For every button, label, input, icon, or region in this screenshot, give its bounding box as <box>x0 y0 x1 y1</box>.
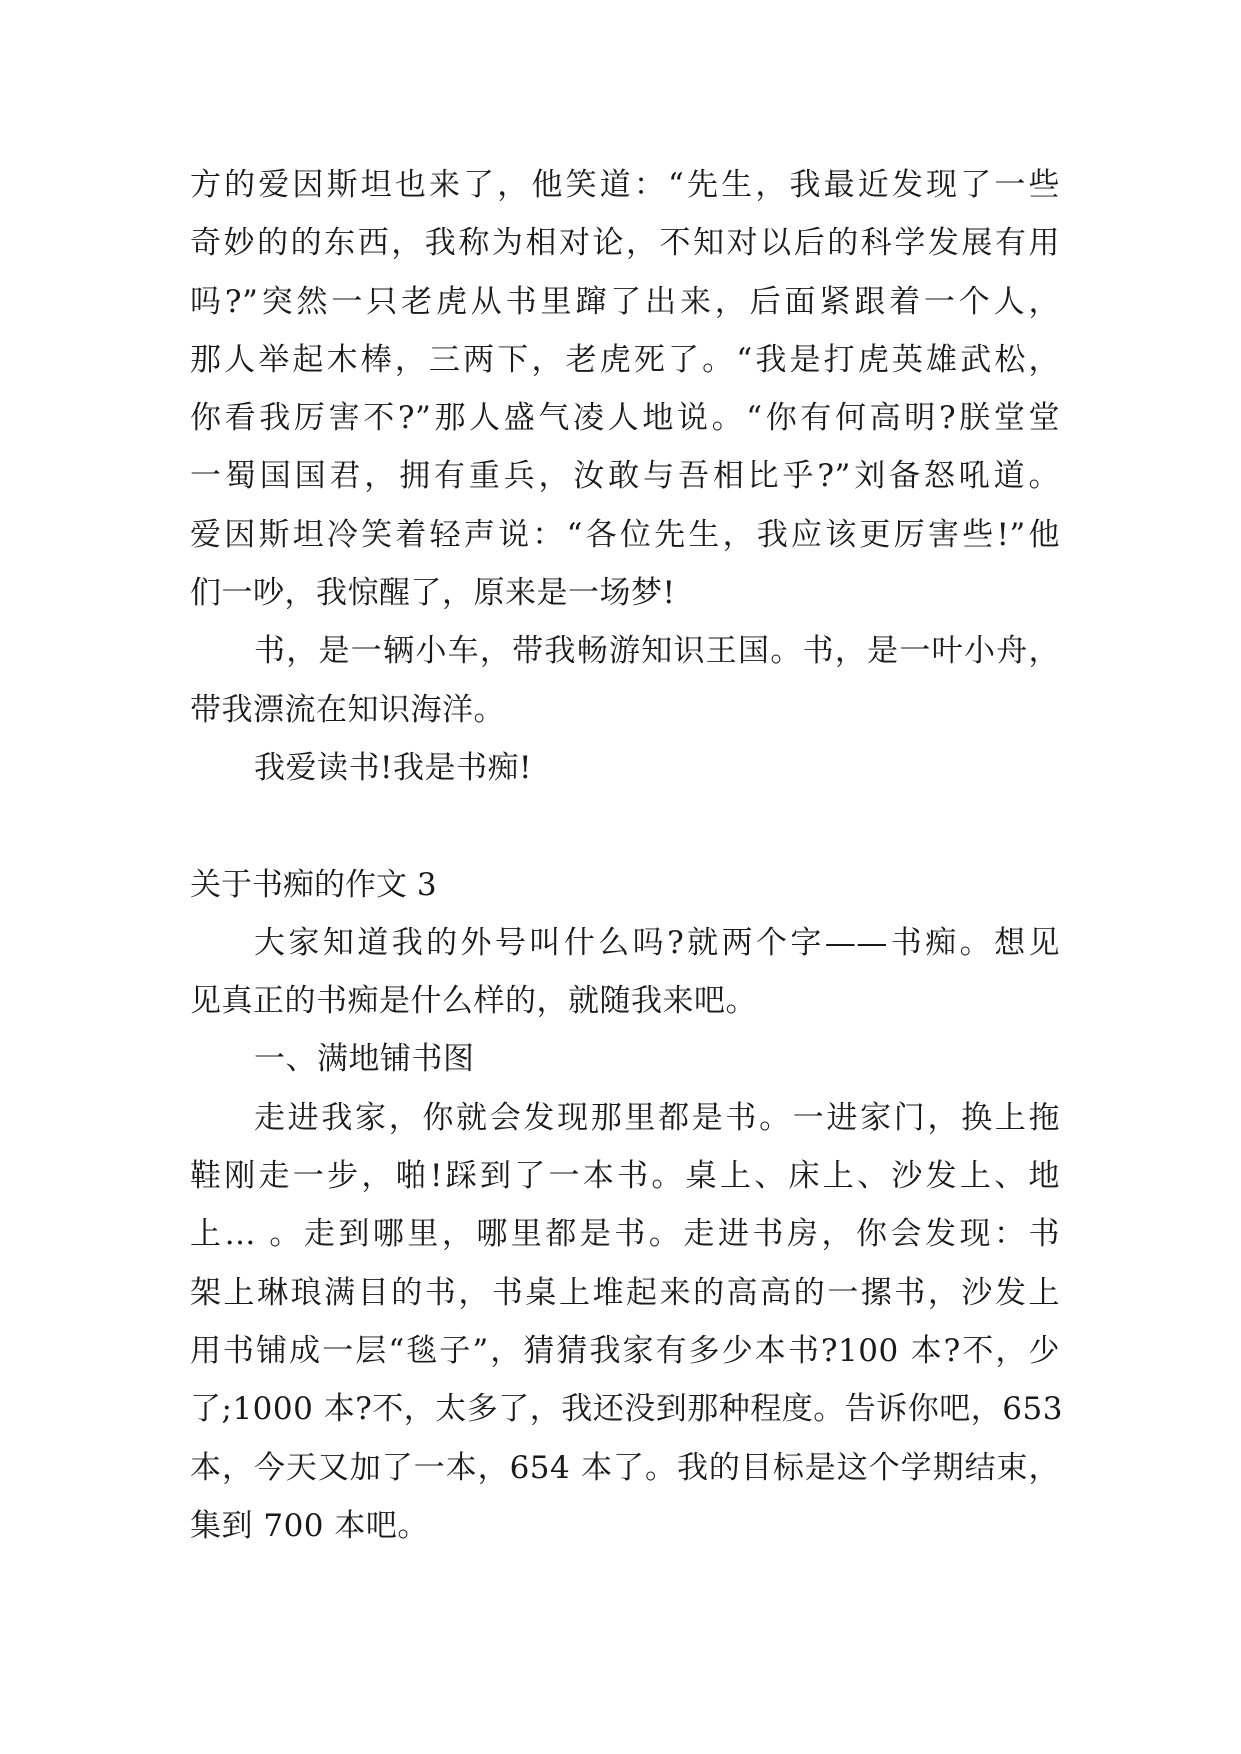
text-line: 用书铺成一层“毯子”，猜猜我家有多少本书?100 本?不，少 <box>190 1332 1060 1369</box>
text-line: 书，是一辆小车，带我畅游知识王国。书，是一叶小舟， <box>254 633 1060 670</box>
text-line: 我爱读书!我是书痴! <box>254 749 532 786</box>
text-line: 集到 700 本吧。 <box>190 1507 429 1544</box>
text-line: 大家知道我的外号叫什么吗?就两个字——书痴。想见 <box>254 924 1060 961</box>
paragraph-books-everywhere <box>190 1089 1063 1555</box>
section-title <box>190 1030 1060 1088</box>
text-line: 了;1000 本?不，太多了，我还没到那种程度。告诉你吧，653 <box>190 1391 1063 1428</box>
document-body <box>190 156 1063 1555</box>
essay-heading: 关于书痴的作文 3 <box>190 866 437 903</box>
text-line: 奇妙的的东西，我称为相对论，不知对以后的科学发展有用 <box>190 225 1060 262</box>
paragraph-love-reading <box>190 739 1060 797</box>
text-line: 本，今天又加了一本，654 本了。我的目标是这个学期结束， <box>190 1449 1060 1486</box>
text-line: 上… 。走到哪里，哪里都是书。走进书房，你会发现：书 <box>190 1216 1060 1253</box>
text-line: 那人举起木棒，三两下，老虎死了。“我是打虎英雄武松， <box>190 341 1060 378</box>
text-line: 爱因斯坦冷笑着轻声说：“各位先生，我应该更厉害些!”他 <box>190 516 1060 553</box>
text-line: 走进我家，你就会发现那里都是书。一进家门，换上拖 <box>254 1099 1060 1136</box>
paragraph-nickname <box>190 914 1060 1031</box>
text-line: 们一吵，我惊醒了，原来是一场梦! <box>190 575 676 612</box>
text-line: 带我漂流在知识海洋。 <box>190 691 505 728</box>
blank-line <box>190 797 1060 855</box>
text-line: 你看我厉害不?”那人盛气凌人地说。“你有何高明?朕堂堂 <box>190 400 1060 437</box>
text-line: 鞋刚走一步，啪!踩到了一本书。桌上、床上、沙发上、地 <box>190 1158 1060 1195</box>
text-line: 架上琳琅满目的书，书桌上堆起来的高高的一摞书，沙发上 <box>190 1274 1060 1311</box>
text-line: 吗?”突然一只老虎从书里蹿了出来，后面紧跟着一个人， <box>190 283 1060 320</box>
paragraph-book-metaphor <box>190 622 1060 739</box>
text-line: 一、满地铺书图 <box>254 1041 475 1078</box>
text-line: 一蜀国国君，拥有重兵，汝敢与吾相比乎?”刘备怒吼道。 <box>190 458 1060 495</box>
text-line: 见真正的书痴是什么样的，就随我来吧。 <box>190 983 757 1020</box>
paragraph-dream <box>190 156 1060 622</box>
text-line: 方的爱因斯坦也来了，他笑道：“先生，我最近发现了一些 <box>190 167 1060 203</box>
